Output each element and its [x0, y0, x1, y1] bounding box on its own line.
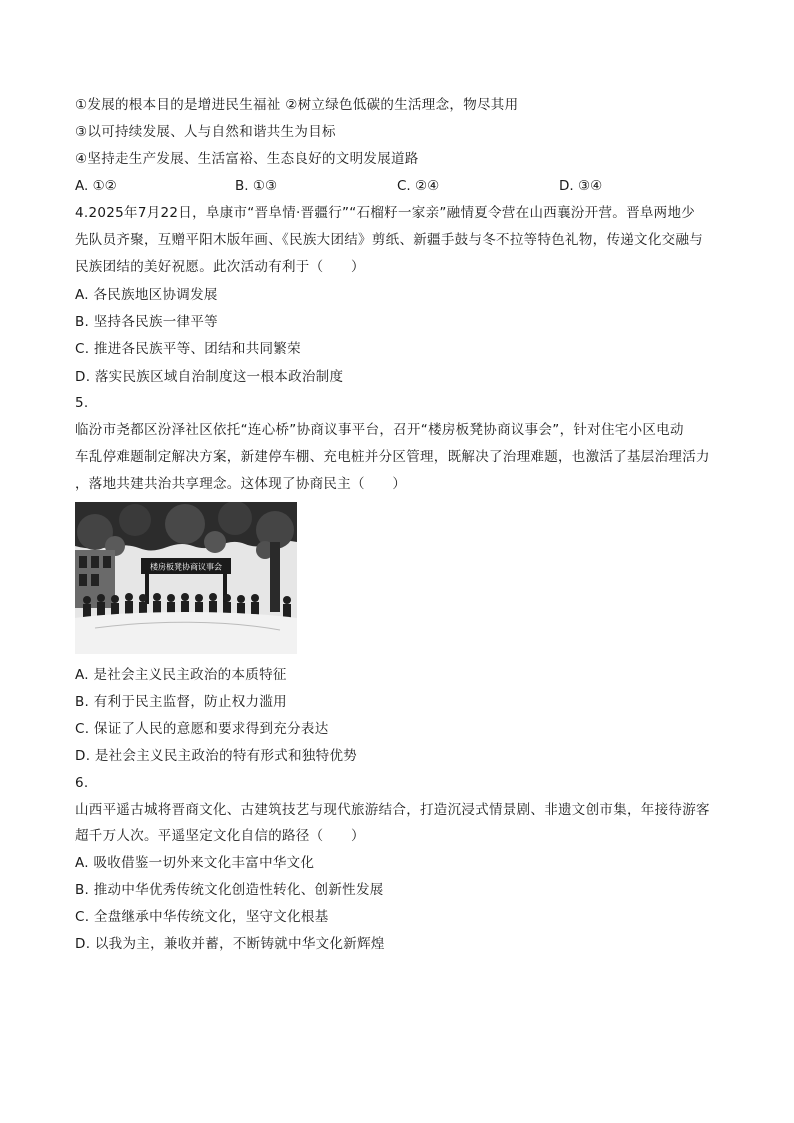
q6-option-b: B. 推动中华优秀传统文化创造性转化、创新性发展	[75, 882, 384, 898]
q3-statement-4: ④坚持走生产发展、生活富裕、生态良好的文明发展道路	[75, 151, 419, 167]
q4-option-d: D. 落实民族区域自治制度这一根本政治制度	[75, 369, 344, 385]
q3-options	[75, 176, 715, 196]
q4-option-c: C. 推进各民族平等、团结和共同繁荣	[75, 341, 301, 357]
q3-statement-3: ③以可持续发展、人与自然和谐共生为目标	[75, 124, 336, 140]
q3-option-d: D. ③④	[559, 178, 603, 194]
q5-option-c: C. 保证了人民的意愿和要求得到充分表达	[75, 721, 329, 737]
q5-option-b: B. 有利于民主监督，防止权力滥用	[75, 694, 287, 710]
q5-number: 5.	[75, 395, 89, 411]
q6-stem-line-1: 山西平遥古城将晋商文化、古建筑技艺与现代旅游结合，打造沉浸式情景剧、非遗文创市集，年接待游客	[75, 802, 710, 818]
q5-option-a: A. 是社会主义民主政治的本质特征	[75, 667, 287, 683]
q3-statement-1-2: ①发展的根本目的是增进民生福祉 ②树立绿色低碳的生活理念，物尽其用	[75, 97, 519, 113]
q6-option-a: A. 吸收借鉴一切外来文化丰富中华文化	[75, 855, 315, 871]
q4-stem-line-2: 先队员齐聚，互赠平阳木版年画、《民族大团结》剪纸、新疆手鼓与冬不拉等特色礼物，传递文化交融与	[75, 232, 704, 248]
q6-option-c: C. 全盘继承中华传统文化，坚守文化根基	[75, 909, 329, 925]
q5-stem-line-3: ，落地共建共治共享理念。这体现了协商民主（ ）	[75, 476, 407, 492]
q4-option-b: B. 坚持各民族一律平等	[75, 314, 218, 330]
q4-option-a: A. 各民族地区协调发展	[75, 287, 218, 303]
q5-stem-line-2: 车乱停难题制定解决方案，新建停车棚、充电桩并分区管理，既解决了治理难题，也激活了基层治理活力	[75, 449, 710, 465]
q6-number: 6.	[75, 775, 89, 791]
meeting-banner-text: 楼房板凳协商议事会	[150, 562, 222, 572]
q6-stem-line-2: 超千万人次。平遥坚定文化自信的路径（ ）	[75, 828, 365, 844]
meeting-photo	[75, 502, 297, 654]
q5-option-d: D. 是社会主义民主政治的特有形式和独特优势	[75, 748, 358, 764]
q3-option-a: A. ①②	[75, 178, 117, 194]
q3-option-c: C. ②④	[397, 178, 440, 194]
q5-stem-line-1: 临汾市尧都区汾泽社区依托“连心桥”协商议事平台，召开“楼房板凳协商议事会”，针对住宅小区电动	[75, 422, 684, 438]
q3-option-b: B. ①③	[235, 178, 278, 194]
q6-option-d: D. 以我为主，兼收并蓄，不断铸就中华文化新辉煌	[75, 936, 385, 952]
q4-stem-line-1: 4.2025年7月22日，阜康市“晋阜情·晋疆行”“石榴籽一家亲”融情夏令营在山西襄汾开营。晋阜两地少	[75, 205, 696, 221]
q4-stem-line-3: 民族团结的美好祝愿。此次活动有利于（ ）	[75, 259, 365, 275]
